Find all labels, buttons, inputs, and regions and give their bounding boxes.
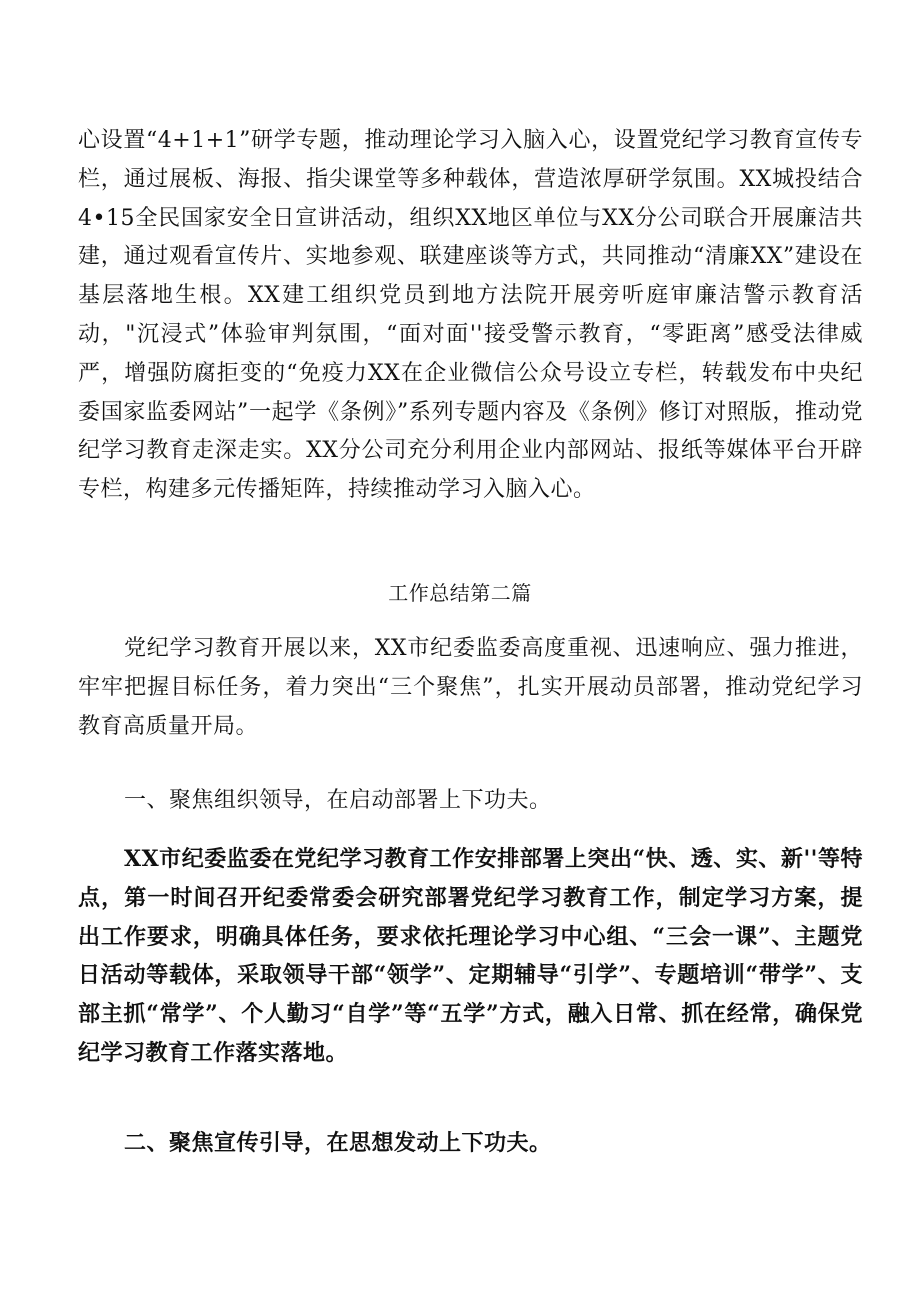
body-paragraph-2: 党纪学习教育开展以来，XX市纪委监委高度重视、迅速响应、强力推进，牢牢把握目标任务，着力突出“三个聚焦”，扎实开展动员部署，推动党纪学习教育高质量开局。 [78,636,863,739]
body-paragraph-3: XX市纪委监委在党纪学习教育工作安排部署上突出“快、透、实、新''等特点，第一时间召开纪委常委会研究部署党纪学习教育工作，制定学习方案，提出工作要求，明确具体任务，要求依托理论学习中心组、“三会一课”、主题党日活动等载体，采取领导干部“领学”、定期辅导“引学”、专题培训“带学”、支部主抓“常学”、个人勤习“自学”等“五学”方式，融入日常、抓在经常，确保党纪学习教育工作落实落地。 [78,846,863,1066]
section-title: 工作总结第二篇 [388,581,532,605]
section-heading-1: 一、聚焦组织领导，在启动部署上下功夫。 [124,788,552,813]
body-paragraph-1: 心设置“4+1+1”研学专题，推动理论学习入脑入心，设置党纪学习教育宣传专栏，通过展板、海报、指尖课堂等多种载体，营造浓厚研学氛围。XX城投结合4•15全民国家安全日宣讲活动，组织XX地区单位与XX分公司联合开展廉洁共建，通过观看宣传片、实地参观、联建座谈等方式，共同推动“清廉XX”建设在基层落地生根。XX建工组织党员到地方法院开展旁听庭审廉洁警示教育活动，"沉浸式”体验审判氛围，“面对面''接受警示教育，“零距离”感受法律威严，增强防腐拒变的“免疫力XX在企业微信公众号设立专栏，转载发布中央纪委国家监委网站”一起学《条例》”系列专题内容及《条例》修订对照版，推动党纪学习教育走深走实。XX分公司充分利用企业内部网站、报纸等媒体平台开辟专栏，构建多元传播矩阵，持续推动学习入脑入心。 [78,128,863,503]
section-heading-2: 二、聚焦宣传引导，在思想发动上下功夫。 [124,1130,552,1156]
